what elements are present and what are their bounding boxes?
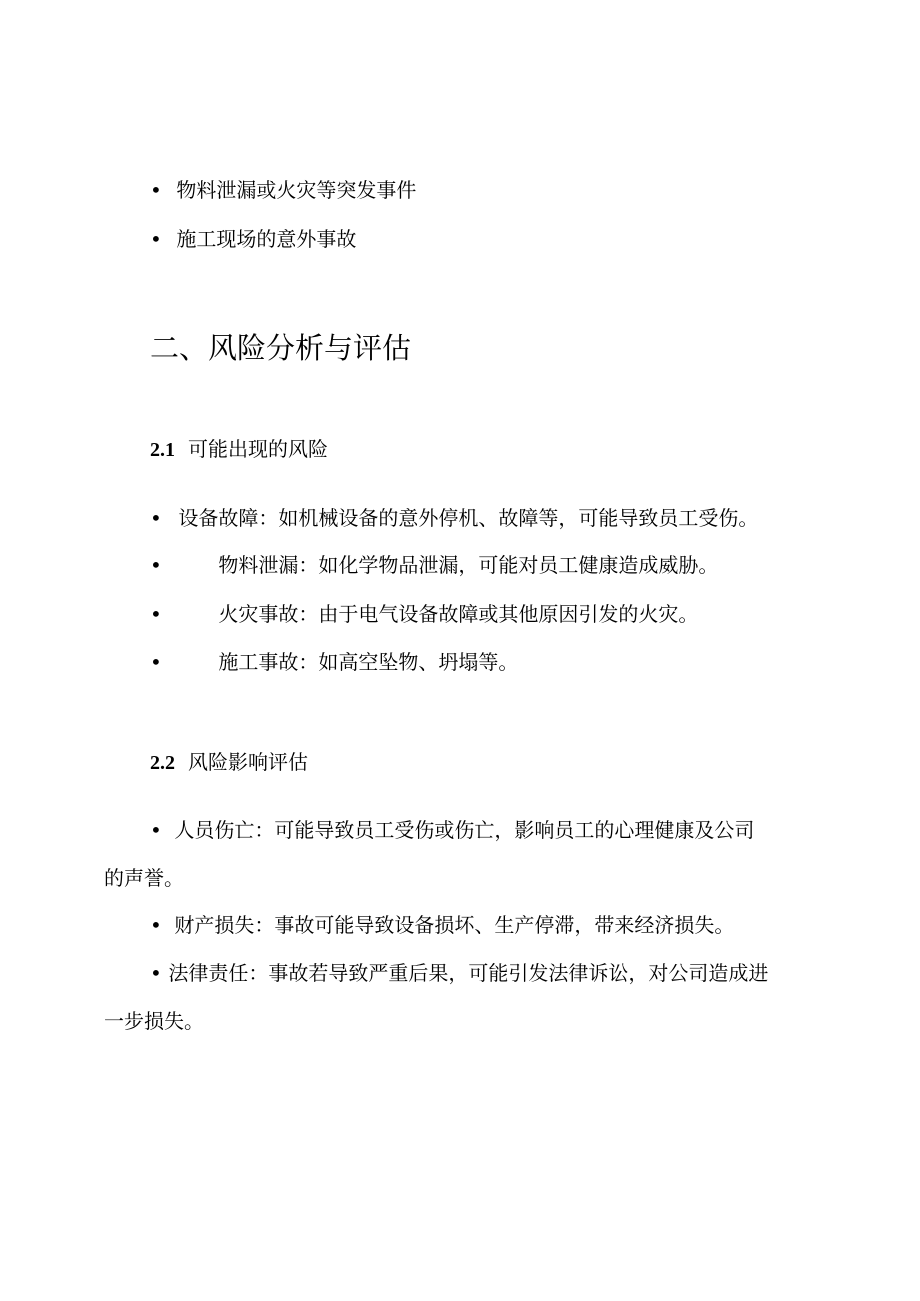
subsection-heading [150,748,308,777]
bullet-icon: • [150,913,162,937]
list-item-text: 法律责任：事故若导致严重后果，可能引发法律诉讼，对公司造成进 [168,961,769,985]
bullet-icon: • [150,227,162,251]
list-item [150,551,718,579]
bullet-icon: • [150,553,162,577]
bullet-icon: • [150,961,162,985]
list-item-text: 物料泄漏：如化学物品泄漏，可能对员工健康造成威胁。 [218,553,719,577]
bullet-icon: • [150,506,162,530]
subsection-number: 2.1 [150,439,175,461]
subsection-heading [150,435,328,464]
list-item [150,225,356,253]
list-item-text: 财产损失：事故可能导致设备损坏、生产停滞，带来经济损失。 [174,913,735,937]
list-item-text: 火灾事故：由于电气设备故障或其他原因引发的火灾。 [218,602,699,626]
list-item [150,600,698,628]
list-item-text: 一步损失。 [104,1009,204,1033]
list-item [150,816,754,844]
section-heading: 二、风险分析与评估 [150,331,412,365]
list-item [150,648,518,676]
list-item-continuation [104,1007,204,1035]
list-item-text: 设备故障：如机械设备的意外停机、故障等，可能导致员工受伤。 [178,506,759,530]
list-item-text: 的声誉。 [104,866,184,890]
list-item [150,504,758,532]
subsection-number: 2.2 [150,752,175,774]
list-item-text: 物料泄漏或火灾等突发事件 [176,178,417,202]
list-item [150,911,734,939]
bullet-icon: • [150,602,162,626]
list-item-text: 施工现场的意外事故 [176,227,357,251]
list-item-continuation [104,864,184,892]
bullet-icon: • [150,178,162,202]
subsection-title: 风险影响评估 [188,750,308,774]
bullet-icon: • [150,818,162,842]
bullet-icon: • [150,650,162,674]
list-item [150,176,416,204]
subsection-title: 可能出现的风险 [188,437,328,461]
list-item-text: 人员伤亡：可能导致员工受伤或伤亡，影响员工的心理健康及公司 [174,818,755,842]
list-item [150,959,768,987]
list-item-text: 施工事故：如高空坠物、坍塌等。 [218,650,519,674]
